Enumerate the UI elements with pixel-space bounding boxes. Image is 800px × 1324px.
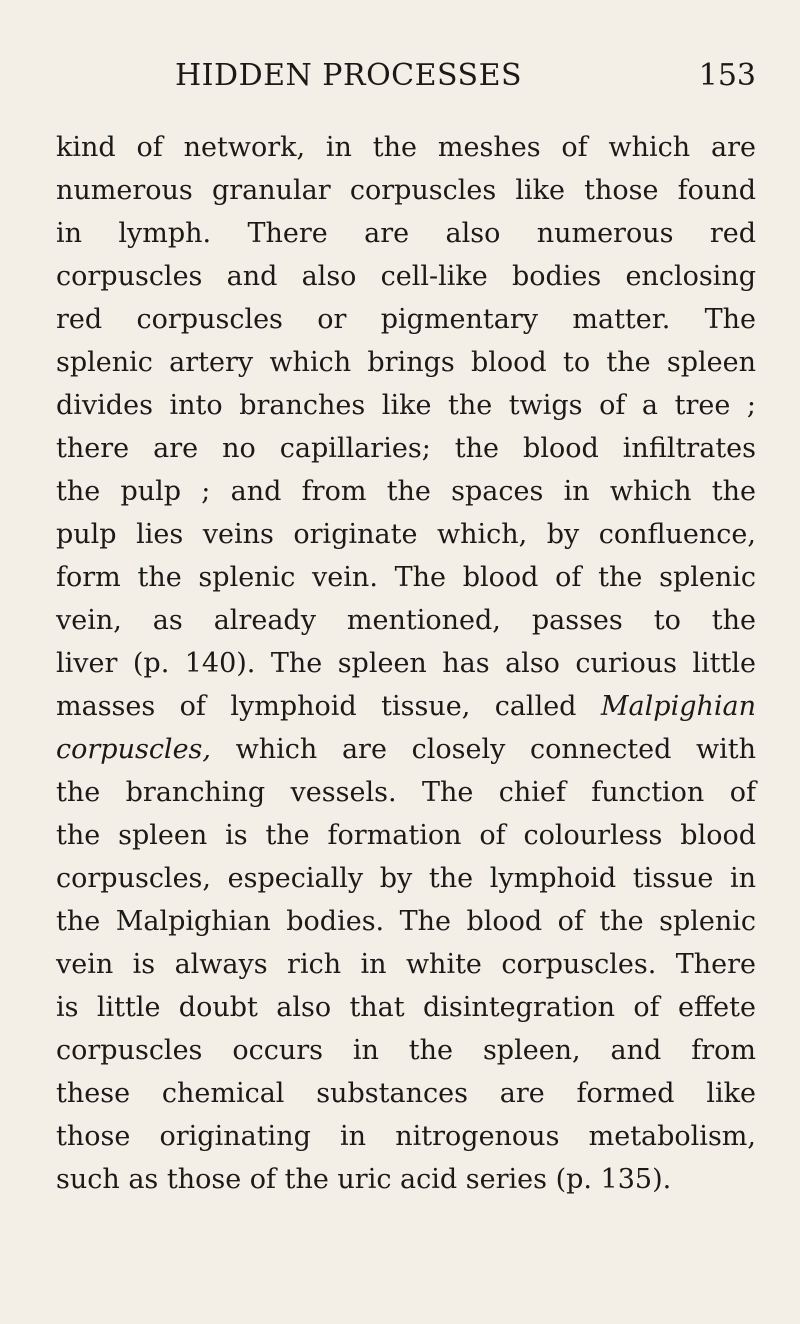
page-number: 153 [698, 58, 756, 93]
text-line: kind of network, in the meshes of which are [56, 132, 756, 163]
body-paragraph [56, 126, 756, 1201]
text-line: there are no capillaries; the blood infiltrates [56, 433, 756, 464]
text-line: numerous granular corpuscles like those found [56, 175, 756, 206]
text-line: red corpuscles or pigmentary matter. The [56, 304, 756, 335]
text-segment: which are closely connected with [235, 734, 756, 765]
text-line: corpuscles occurs in the spleen, and from [56, 1035, 756, 1066]
running-head [140, 58, 756, 102]
text-line: these chemical substances are formed like [56, 1078, 756, 1109]
text-line: vein is always rich in white corpuscles. There [56, 949, 756, 980]
text-line: corpuscles, especially by the lymphoid tissue in [56, 863, 756, 894]
italic-term: corpuscles, [56, 734, 211, 765]
text-line: form the splenic vein. The blood of the splenic [56, 562, 756, 593]
text-line: the pulp ; and from the spaces in which the [56, 476, 756, 507]
text-line-with-italic [56, 685, 756, 728]
text-line: splenic artery which brings blood to the spleen [56, 347, 756, 378]
text-line: the Malpighian bodies. The blood of the splenic [56, 906, 756, 937]
italic-term: Malpighian [600, 691, 756, 722]
text-line: in lymph. There are also numerous red [56, 218, 756, 249]
text-line: divides into branches like the twigs of a tree ; [56, 390, 756, 421]
text-line: such as those of the uric acid series (p. 135). [56, 1164, 672, 1195]
running-title: HIDDEN PROCESSES [175, 58, 523, 93]
text-line: pulp lies veins originate which, by confluence, [56, 519, 756, 550]
text-line: the branching vessels. The chief function of [56, 777, 756, 808]
text-line: liver (p. 140). The spleen has also curious little [56, 648, 756, 679]
text-line: corpuscles and also cell-like bodies enclosing [56, 261, 756, 292]
text-segment: masses of lymphoid tissue, called [56, 691, 577, 722]
text-line: is little doubt also that disintegration of effete [56, 992, 756, 1023]
text-line: the spleen is the formation of colourless blood [56, 820, 756, 851]
text-line: those originating in nitrogenous metabolism, [56, 1121, 756, 1152]
text-line: vein, as already mentioned, passes to the [56, 605, 756, 636]
text-line-with-italic [56, 728, 756, 771]
